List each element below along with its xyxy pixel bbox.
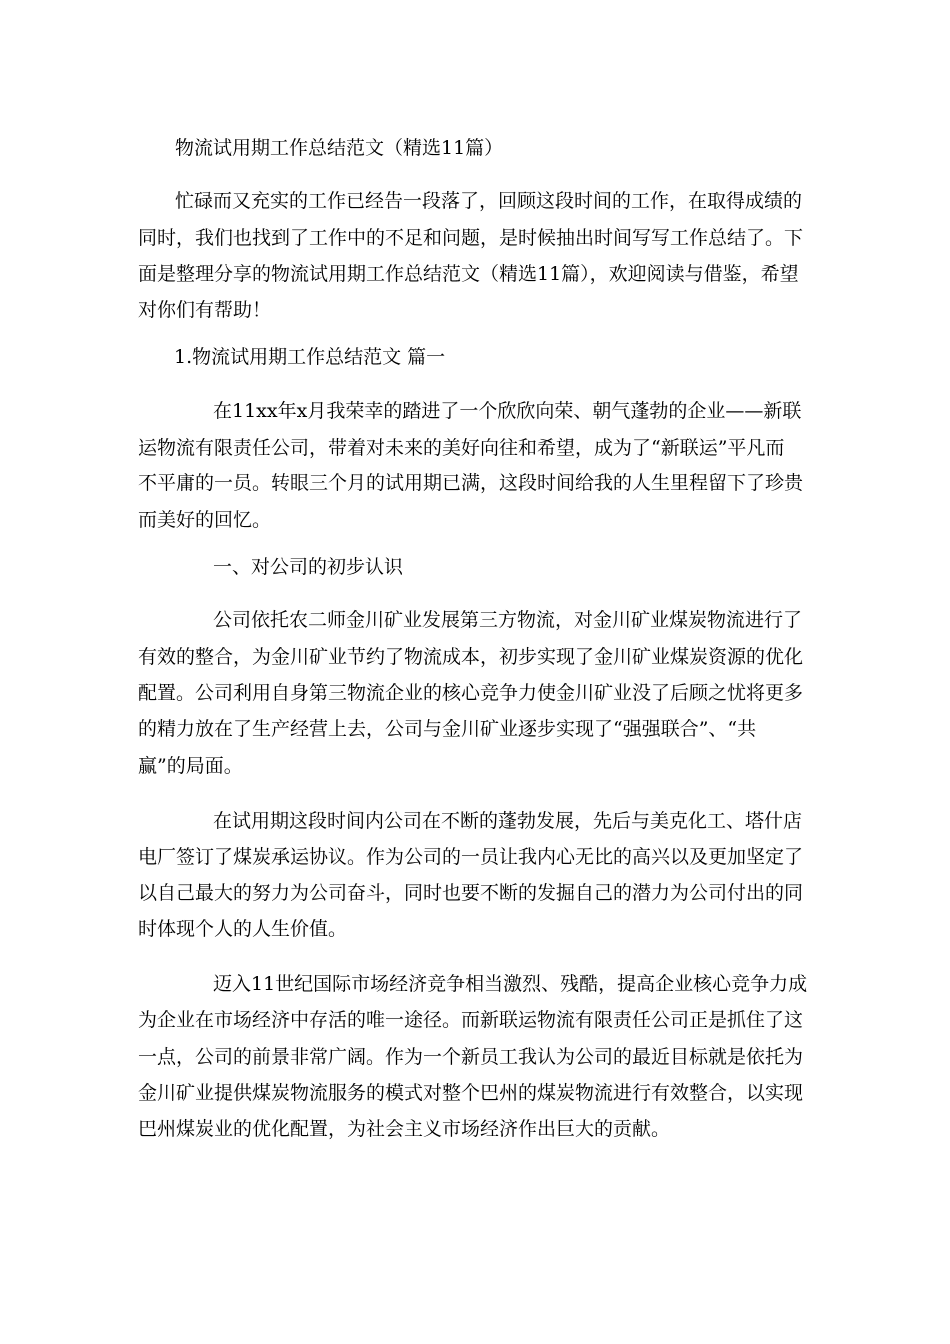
section-heading: 1.物流试用期工作总结范文 篇一 bbox=[174, 346, 446, 368]
p2-line-5: 赢”的局面。 bbox=[138, 755, 243, 777]
p4-line-1: 迈入11世纪国际市场经济竞争相当激烈、残酷，提高企业核心竞争力成 bbox=[213, 973, 808, 995]
intro-line-2: 同时，我们也找到了工作中的不足和问题，是时候抽出时间写写工作总结了。下 bbox=[138, 227, 804, 249]
p2-line-3: 配置。公司利用自身第三物流企业的核心竞争力使金川矿业没了后顾之忧将更多 bbox=[138, 682, 804, 704]
p4-line-5: 巴州煤炭业的优化配置，为社会主义市场经济作出巨大的贡献。 bbox=[138, 1118, 671, 1140]
subheading: 一、对公司的初步认识 bbox=[213, 556, 404, 578]
p4-line-3: 一点，公司的前景非常广阔。作为一个新员工我认为公司的最近目标就是依托为 bbox=[138, 1046, 804, 1068]
p1-line-4: 而美好的回忆。 bbox=[138, 509, 272, 531]
intro-line-1: 忙碌而又充实的工作已经告一段落了，回顾这段时间的工作，在取得成绩的 bbox=[175, 190, 803, 212]
p1-line-2: 运物流有限责任公司，带着对未来的美好向往和希望，成为了“新联运”平凡而 bbox=[138, 437, 785, 459]
p3-line-4: 时体现个人的人生价值。 bbox=[138, 918, 348, 940]
document-title: 物流试用期工作总结范文（精选11篇） bbox=[175, 137, 504, 159]
intro-line-3: 面是整理分享的物流试用期工作总结范文（精选11篇），欢迎阅读与借鉴，希望 bbox=[138, 263, 799, 285]
p4-line-2: 为企业在市场经济中存活的唯一途径。而新联运物流有限责任公司正是抓住了这 bbox=[138, 1009, 804, 1031]
p1-line-3: 不平庸的一员。转眼三个月的试用期已满，这段时间给我的人生里程留下了珍贵 bbox=[138, 472, 804, 494]
p1-line-1: 在11xx年x月我荣幸的踏进了一个欣欣向荣、朝气蓬勃的企业——新联 bbox=[213, 400, 802, 422]
p2-line-4: 的精力放在了生产经营上去，公司与金川矿业逐步实现了“强强联合”、“共 bbox=[138, 718, 757, 740]
p3-line-1: 在试用期这段时间内公司在不断的蓬勃发展，先后与美克化工、塔什店 bbox=[213, 810, 803, 832]
p3-line-3: 以自己最大的努力为公司奋斗，同时也要不断的发掘自己的潜力为公司付出的同 bbox=[138, 882, 804, 904]
intro-line-4: 对你们有帮助！ bbox=[138, 299, 272, 321]
p3-line-2: 电厂签订了煤炭承运协议。作为公司的一员让我内心无比的高兴以及更加坚定了 bbox=[138, 846, 804, 868]
p2-line-1: 公司依托农二师金川矿业发展第三方物流，对金川矿业煤炭物流进行了 bbox=[213, 609, 803, 631]
p4-line-4: 金川矿业提供煤炭物流服务的模式对整个巴州的煤炭物流进行有效整合，以实现 bbox=[138, 1082, 804, 1104]
p2-line-2: 有效的整合，为金川矿业节约了物流成本，初步实现了金川矿业煤炭资源的优化 bbox=[138, 646, 804, 668]
